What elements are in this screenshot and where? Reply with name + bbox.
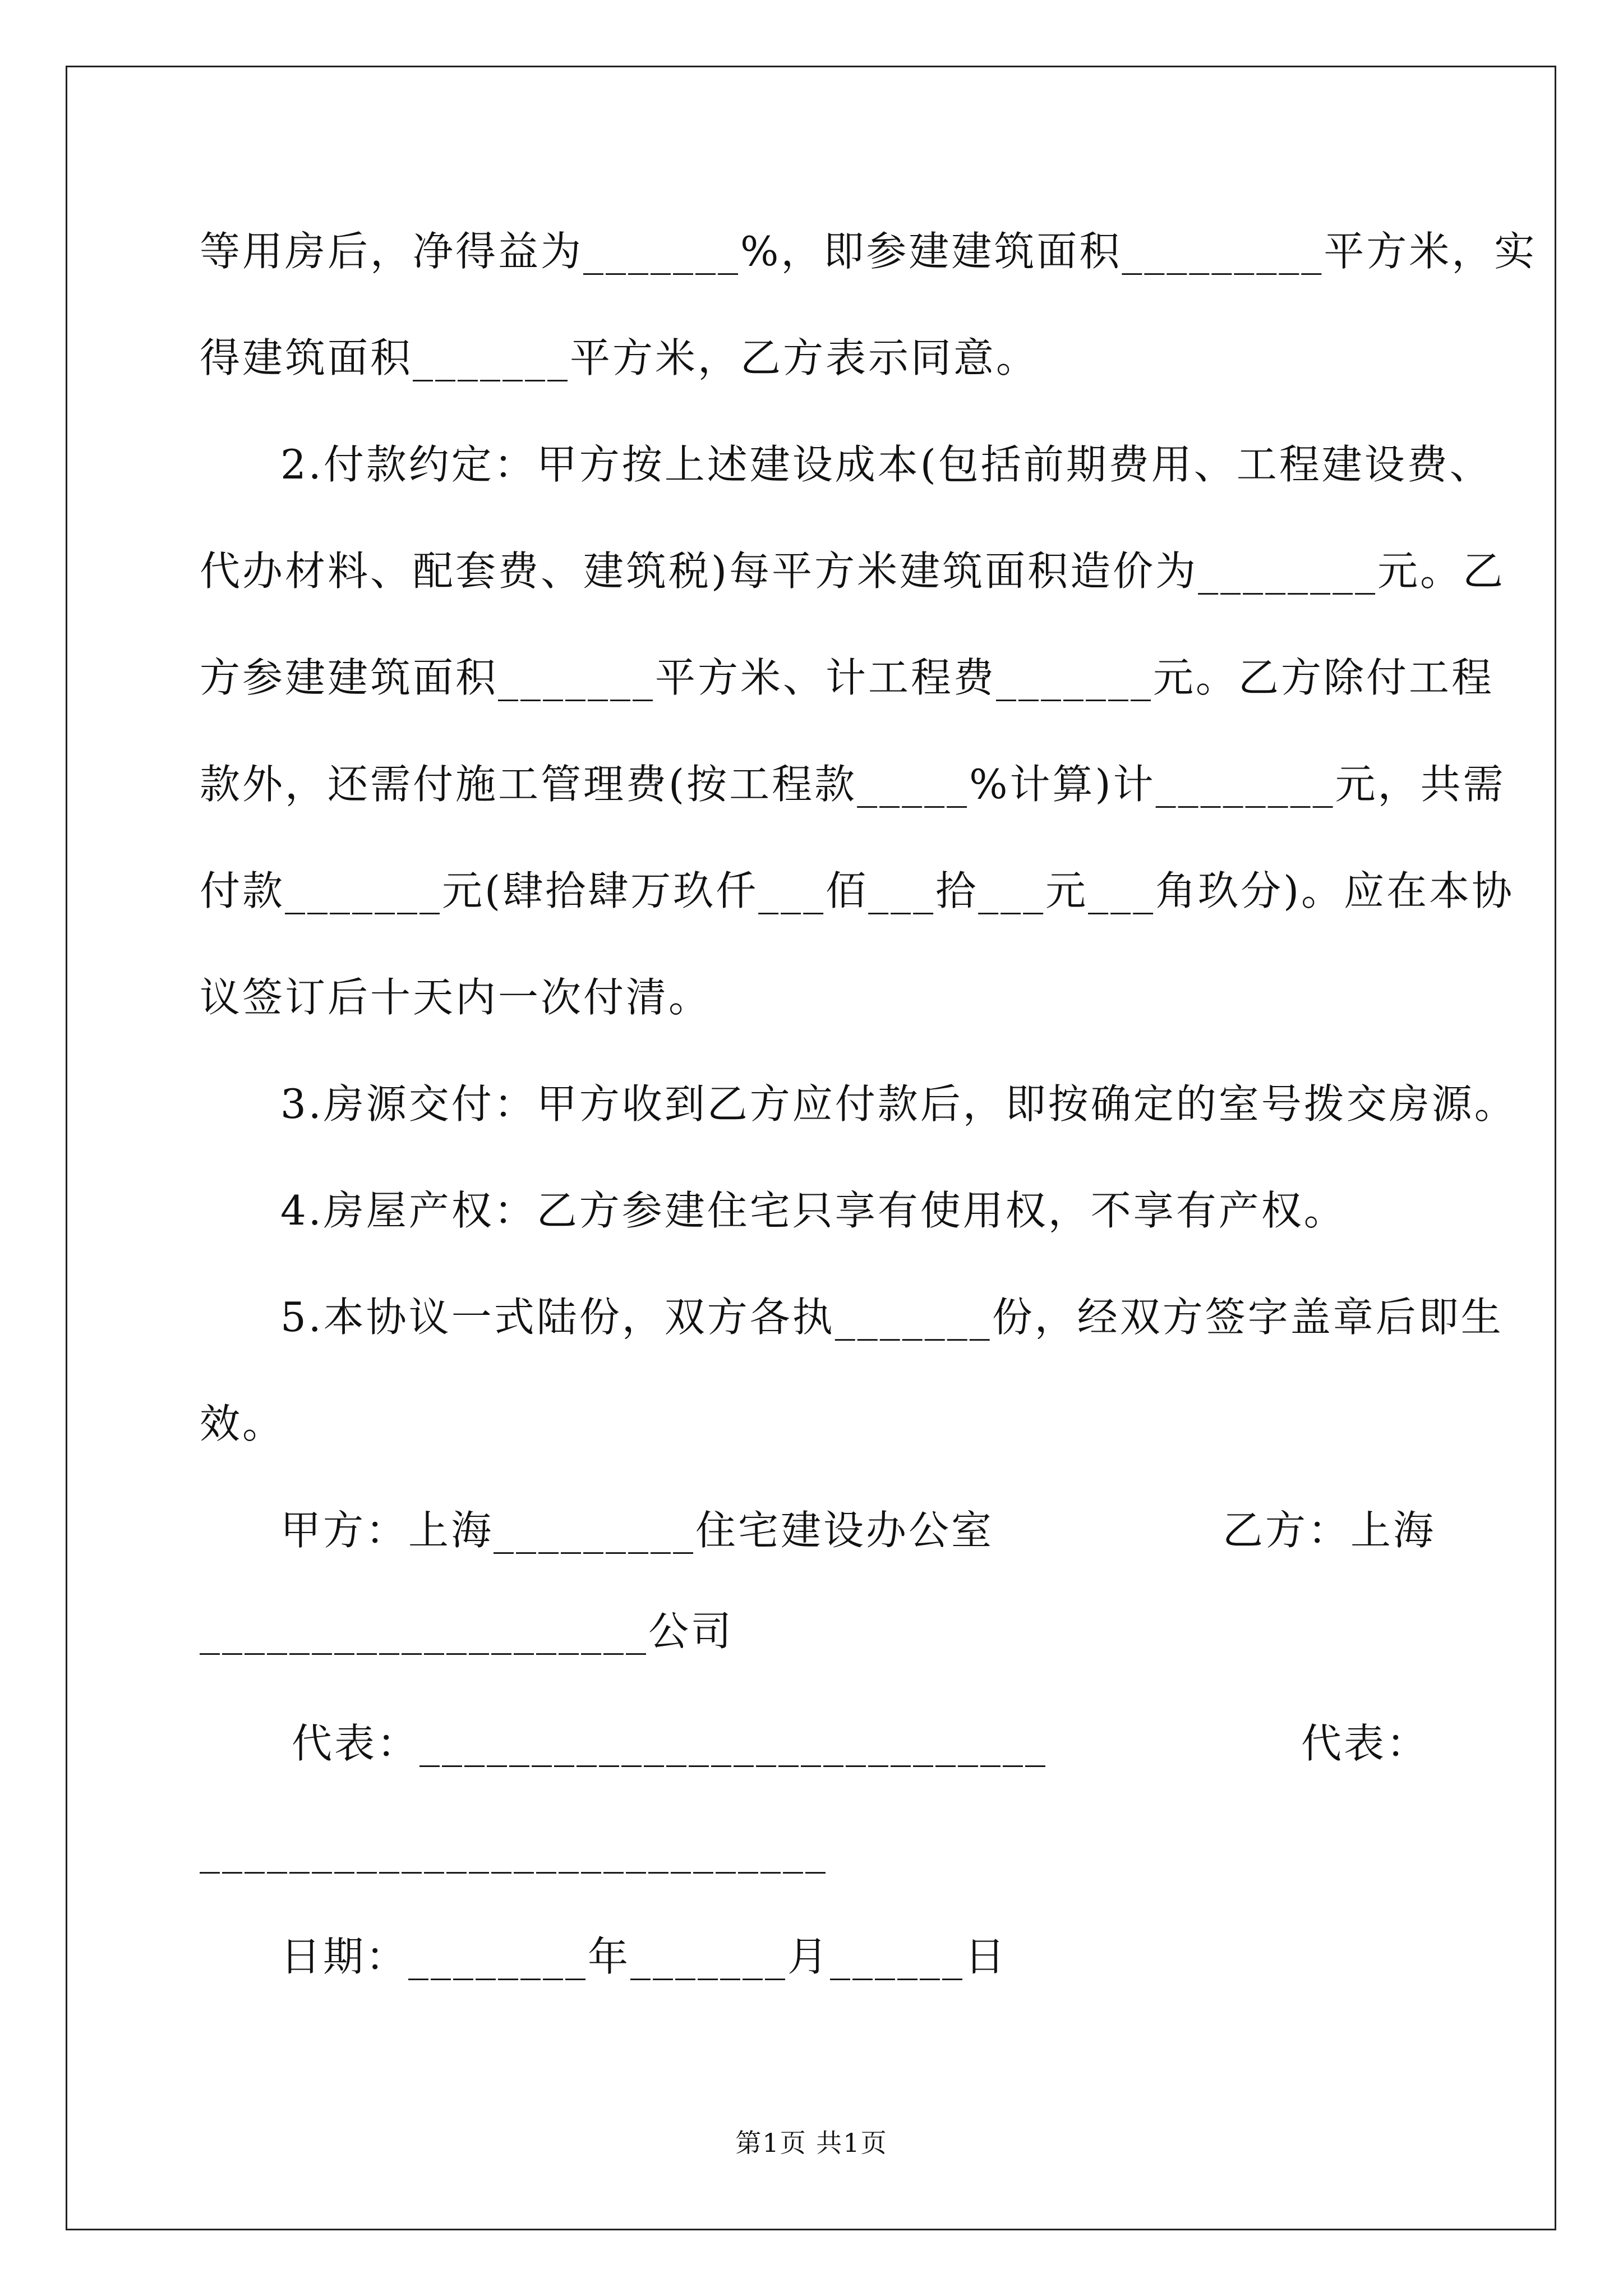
page-footer: 第1页 共1页	[735, 2128, 888, 2158]
clause-4: 4.房屋产权：乙方参建住宅只享有使用权，不享有产权。	[280, 1187, 1347, 1234]
clause-2-line-4: 款外，还需付施工管理费(按工程款_____%计算)计________元，共需	[200, 761, 1506, 808]
clause-2-line-1: 2.付款约定：甲方按上述建设成本(包括前期费用、工程建设费、	[280, 441, 1492, 488]
party-b-label: 乙方：上海	[1223, 1507, 1436, 1554]
clause-2-line-2: 代办材料、配套费、建筑税)每平方米建筑面积造价为________元。乙	[200, 547, 1506, 595]
signing-date: 日期：________年_______月______日	[280, 1933, 1008, 1980]
representative-b-label: 代表：	[1301, 1720, 1430, 1767]
clause-5-line-1: 5.本协议一式陆份，双方各执_______份，经双方签字盖章后即生	[280, 1294, 1504, 1341]
clause-2-line-3: 方参建建筑面积_______平方米、计工程费_______元。乙方除付工程	[200, 654, 1495, 701]
clause-3: 3.房源交付：甲方收到乙方应付款后，即按确定的室号拨交房源。	[280, 1080, 1517, 1128]
clause-2-line-6: 议签订后十天内一次付清。	[200, 974, 712, 1021]
clause-5-line-2: 效。	[200, 1400, 285, 1447]
page-border	[66, 66, 1556, 2230]
clause-2-line-5: 付款_______元(肆拾肆万玖仟___佰___拾___元___角玖分)。应在本协	[200, 867, 1515, 914]
representative-a: 代表：____________________________	[292, 1720, 1048, 1767]
body-line-1: 等用房后，净得益为_______%，即参建建筑面积_________平方米，实	[200, 228, 1537, 275]
representative-b-line: ____________________________	[200, 1826, 828, 1874]
body-line-2: 得建筑面积_______平方米，乙方表示同意。	[200, 334, 1039, 381]
party-a-label: 甲方：上海_________住宅建设办公室	[280, 1507, 994, 1554]
party-b-company: ____________________公司	[200, 1608, 734, 1655]
